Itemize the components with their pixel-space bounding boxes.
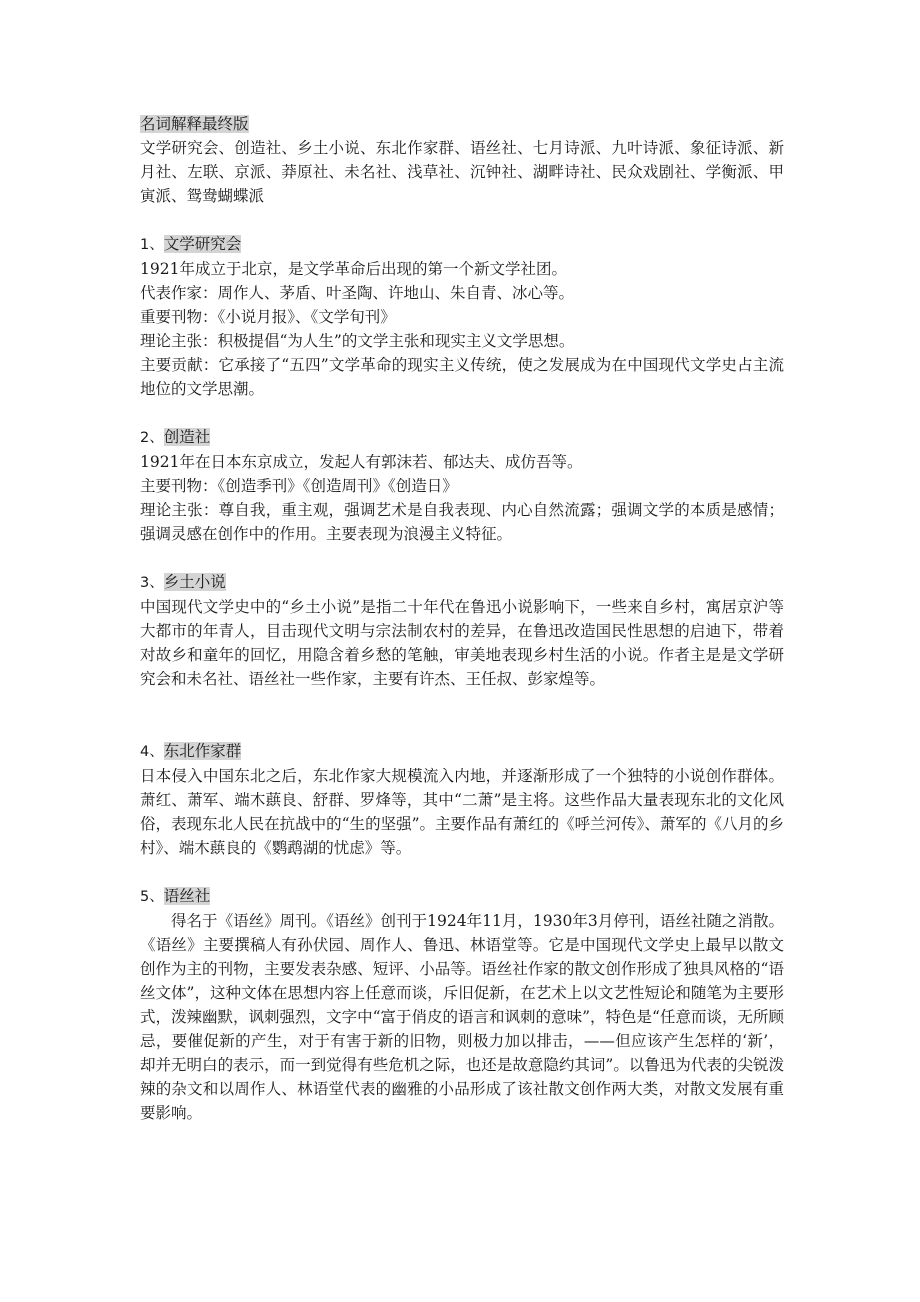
term-list: 文学研究会、创造社、乡土小说、东北作家群、语丝社、七月诗派、九叶诗派、象征诗派、新月社、左联、京派、莽原社、未名社、浅草社、沉钟社、湖畔诗社、民众戏剧社、学衡派、甲寅派、鸳鸯蝴蝶派	[140, 139, 784, 205]
section-3	[140, 570, 784, 691]
section-paragraph: 中国现代文学史中的“乡土小说”是指二十年代在鲁迅小说影响下，一些来自乡村，寓居京沪等大都市的年青人，目击现代文明与宗法制农村的差异，在鲁迅改造国民性思想的启迪下，带着对故乡和童年的回忆，用隐含着乡愁的笔触，审美地表现乡村生活的小说。作者主是是文学研究会和未名社、语丝社一些作家，主要有许杰、王任叔、彭家煌等。	[140, 598, 784, 688]
section-line: 代表作家：周作人、茅盾、叶圣陶、许地山、朱自青、冰心等。	[140, 284, 575, 302]
section-title: 东北作家群	[163, 742, 242, 760]
section-line: 理论主张：积极提倡“为人生”的文学主张和现实主义文学思想。	[140, 332, 575, 350]
section-1	[140, 232, 784, 401]
section-heading	[140, 739, 784, 764]
section-heading	[140, 884, 784, 909]
section-5	[140, 884, 784, 1125]
section-paragraph: 得名于《语丝》周刊。《语丝》创刊于1924年11月，1930年3月停刊，语丝社随之消散。《语丝》主要撰稿人有孙伏园、周作人、鲁迅、林语堂等。它是中国现代文学史上最早以散文创作为主的刊物，主要发表杂感、短评、小品等。语丝社作家的散文创作形成了独具风格的“语丝文体”，这种文体在思想内容上任意而谈，斥旧促新，在艺术上以文艺性短论和随笔为主要形式，泼辣幽默，讽刺强烈，文字中“富于俏皮的语言和讽刺的意味”，特色是“任意而谈，无所顾忌，要催促新的产生，对于有害于新的旧物，则极力加以排击，——但应该产生怎样的‘新’，却并无明白的表示，而一到觉得有些危机之际，也还是故意隐约其词”。以鲁迅为代表的尖锐泼辣的杂文和以周作人、林语堂代表的幽雅的小品形成了该社散文创作两大类，对散文发展有重要影响。	[140, 912, 784, 1122]
section-heading	[140, 570, 784, 595]
section-title: 创造社	[163, 428, 211, 446]
doc-title-text: 名词解释最终版	[140, 115, 249, 133]
section-title: 文学研究会	[163, 235, 242, 253]
section-title: 乡土小说	[163, 573, 226, 591]
section-line: 理论主张：尊自我，重主观，强调艺术是自我表现、内心自然流露；强调文学的本质是感情；强调灵感在创作中的作用。主要表现为浪漫主义特征。	[140, 501, 784, 543]
section-number: 4、	[140, 744, 164, 760]
section-heading	[140, 425, 784, 450]
section-line: 主要贡献：它承接了“五四”文学革命的现实主义传统，使之发展成为在中国现代文学史占主流地位的文学思潮。	[140, 356, 784, 398]
section-paragraph: 日本侵入中国东北之后，东北作家大规模流入内地，并逐渐形成了一个独特的小说创作群体。萧红、萧军、端木蕻良、舒群、罗烽等，其中“二萧”是主将。这些作品大量表现东北的文化风俗，表现东北人民在抗战中的“生的坚强”。主要作品有萧红的《呼兰河传》、萧军的《八月的乡村》、端木蕻良的《鹦鹉湖的忧虑》等。	[140, 767, 784, 857]
section-number: 3、	[140, 575, 164, 591]
section-line: 主要刊物：《创造季刊》《创造周刊》《创造日》	[140, 477, 458, 495]
section-number: 5、	[140, 889, 164, 905]
section-line: 重要刊物：《小说月报》、《文学旬刊》	[140, 308, 396, 326]
section-line: 1921年在日本东京成立，发起人有郭沫若、郁达夫、成仿吾等。	[140, 453, 583, 471]
section-title: 语丝社	[163, 887, 211, 905]
section-number: 2、	[140, 430, 164, 446]
section-heading	[140, 232, 784, 257]
section-number: 1、	[140, 237, 164, 253]
section-4	[140, 739, 784, 860]
section-line: 1921年成立于北京，是文学革命后出现的第一个新文学社团。	[140, 260, 567, 278]
doc-title	[140, 112, 784, 136]
document-page	[140, 112, 784, 1125]
section-2	[140, 425, 784, 546]
